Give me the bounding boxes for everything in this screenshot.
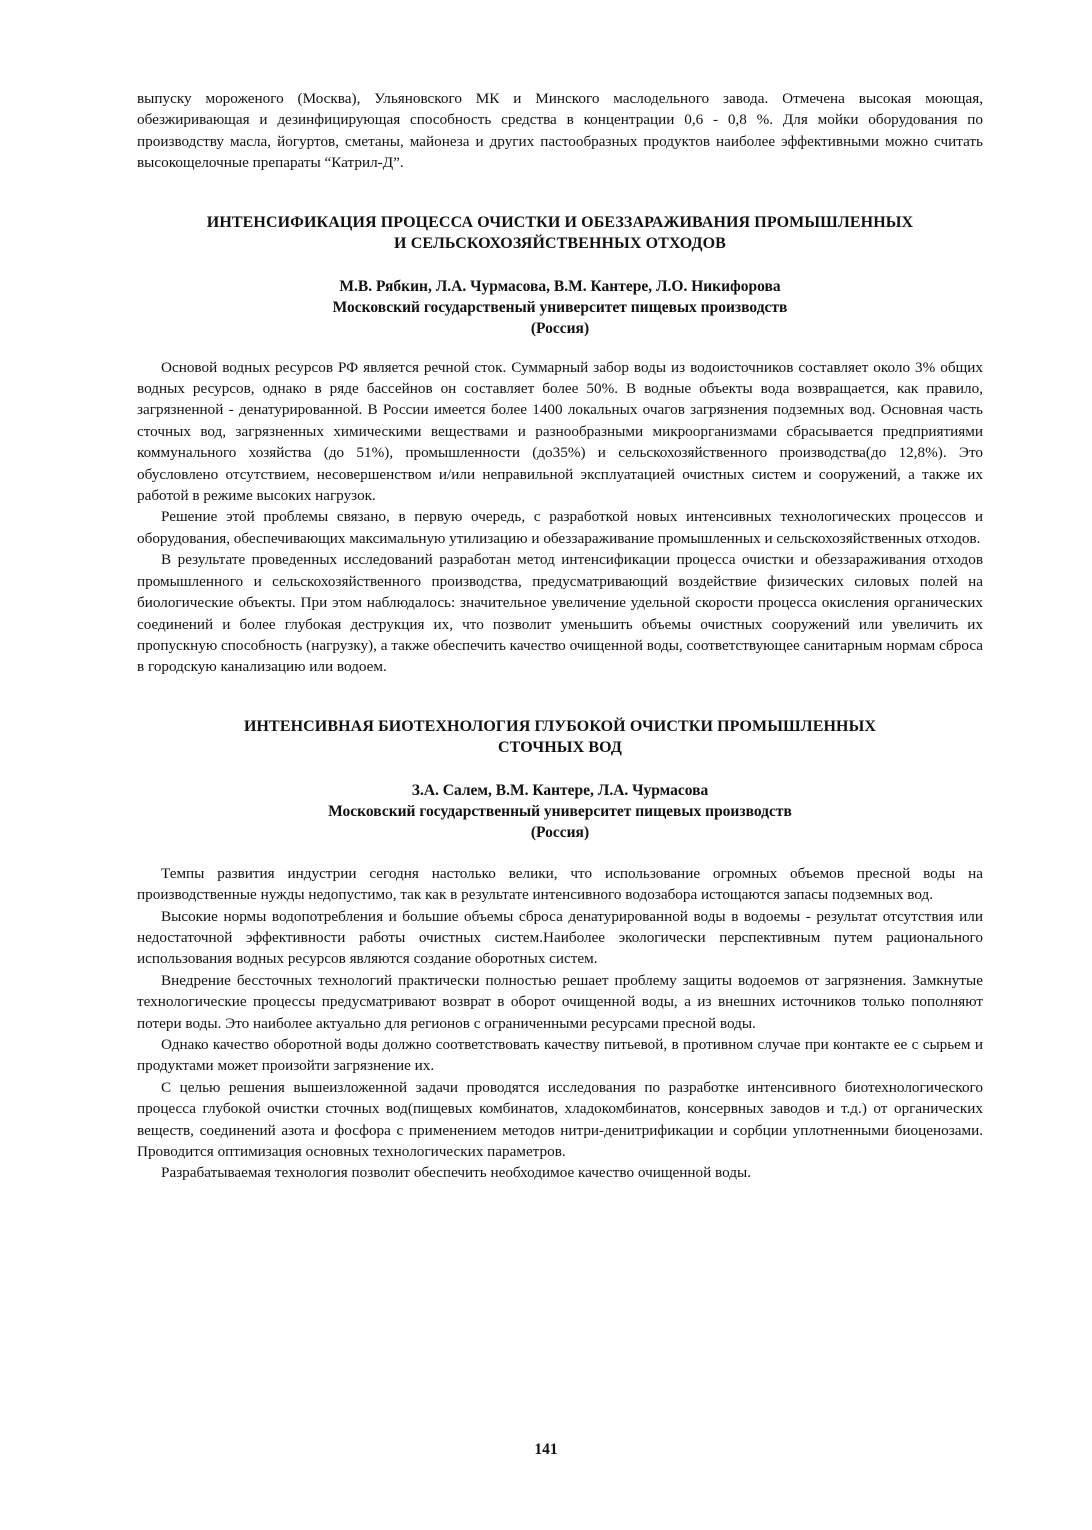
- article2-authors: З.А. Салем, В.М. Кантере, Л.А. Чурмасова: [411, 781, 709, 799]
- article1-affiliation: Московский государственый университет пищевых производств: [332, 298, 788, 316]
- article2-paragraph-3: Внедрение бессточных технологий практически полностью решает проблему защиты водоемов от загрязнения. Замкнутые технологические процессы предусматривают возврат в оборот очищенной воды, а из внешних источников только пополняют потери воды. Это наиболее актуально для регионов с ограниченными ресурсами пресной воды.: [137, 971, 983, 1032]
- article2-affiliation: Московский государственный университет пищевых производств: [328, 802, 792, 820]
- article2-paragraph-1: Темпы развития индустрии сегодня настолько велики, что использование огромных объемов пресной воды на производственные нужды недопустимо, так как в результате интенсивного водозабора истощаются запасы подземных вод.: [137, 864, 983, 904]
- article1-authors: М.В. Рябкин, Л.А. Чурмасова, В.М. Кантере, Л.О. Никифорова: [339, 277, 781, 295]
- article2-paragraph-5: С целью решения вышеизложенной задачи проводятся исследования по разработке интенсивного биотехнологического процесса глубокой очистки сточных вод(пищевых комбинатов, хладокомбинатов, консервных заводов и т.д.) от органических веществ, соединений азота и фосфора с применением методов нитри-денитрификации и сорбции уплотненными биоценозами. Проводится оптимизация основных технологических параметров.: [137, 1078, 983, 1160]
- page-number: 141: [534, 1441, 558, 1458]
- article2-paragraph-4: Однако качество оборотной воды должно соответствовать качеству питьевой, в противном случае при контакте ее с сырьем и продуктами может произойти загрязнение их.: [137, 1035, 983, 1075]
- article2-title-line1: ИНТЕНСИВНАЯ БИОТЕХНОЛОГИЯ ГЛУБОКОЙ ОЧИСТКИ ПРОМЫШЛЕННЫХ: [243, 717, 877, 735]
- article1-paragraph-2: Решение этой проблемы связано, в первую очередь, с разработкой новых интенсивных технологических процессов и оборудования, обеспечивающих максимальную утилизацию и обеззараживание промышленных и сельскохозяйственных отходов.: [137, 508, 983, 547]
- article2-country: (Россия): [530, 823, 590, 841]
- article2-paragraph-6: Разрабатываемая технология позволит обеспечить необходимое качество очищенной воды.: [161, 1164, 752, 1182]
- article2-title: [137, 716, 983, 758]
- article2-title-line2: СТОЧНЫХ ВОД: [498, 738, 622, 756]
- article1-title-line2: И СЕЛЬСКОХОЗЯЙСТВЕННЫХ ОТХОДОВ: [394, 234, 726, 252]
- article1-paragraph-3: В результате проведенных исследований разработан метод интенсификации процесса очистки и обеззараживания отходов промышленного и сельскохозяйственного производства, предусматривающий воздействие физических силовых полей на биологические объекты. При этом наблюдалось: значительное увеличение удельной скорости процесса окисления органических соединений и более глубокая деструкция их, что позволит уменьшить объемы очистных сооружений или увеличить их пропускную способность (нагрузку), а также обеспечить качество очищенной воды, соответствующее санитарным нормам сброса в городскую канализацию или водоем.: [137, 551, 983, 676]
- intro-paragraph: выпуску мороженого (Москва), Ульяновского МК и Минского маслодельного завода. Отмечена высокая моющая, обезжиривающая и дезинфицирующая способность средства в концентрации 0,6 - 0,8 %. Для мойки оборудования по производству масла, йогуртов, сметаны, майонеза и других пастообразных продуктов наиболее эффективными можно считать высокощелочные препараты “Катрил-Д”.: [137, 90, 983, 172]
- article1-title: [137, 212, 983, 254]
- article1-country: (Россия): [530, 319, 590, 337]
- article2-paragraph-2: Высокие нормы водопотребления и большие объемы сброса денатурированной воды в водоемы - результат отсутствия или недостаточной эффективности работы очистных систем.Наиболее экологически перспективным путем рационального использования водных ресурсов являются создание оборотных систем.: [137, 907, 983, 968]
- page-content: [137, 88, 983, 1184]
- article1-paragraph-1: Основой водных ресурсов РФ является речной сток. Суммарный забор воды из водоисточников составляет около 3% общих водных ресурсов, однако в ряде бассейнов он составляет более 50%. В водные объекты вода возвращается, как правило, загрязненной - денатурированной. В России имеется более 1400 локальных очагов загрязнения подземных вод. Основная часть сточных вод, загрязненных химическими веществами и разнообразными микроорганизмами сбрасывается предприятиями коммунального хозяйства (до 51%), промышленности (до35%) и сельскохозяйственного производства(до 12,8%). Это обусловлено отсутствием, несовершенством и/или неправильной эксплуатацией очистных систем и сооружений, а также их работой в режиме высоких нагрузок.: [137, 358, 983, 505]
- article1-title-line1: ИНТЕНСИФИКАЦИЯ ПРОЦЕССА ОЧИСТКИ И ОБЕЗЗАРАЖИВАНИЯ ПРОМЫШЛЕННЫХ: [206, 213, 914, 231]
